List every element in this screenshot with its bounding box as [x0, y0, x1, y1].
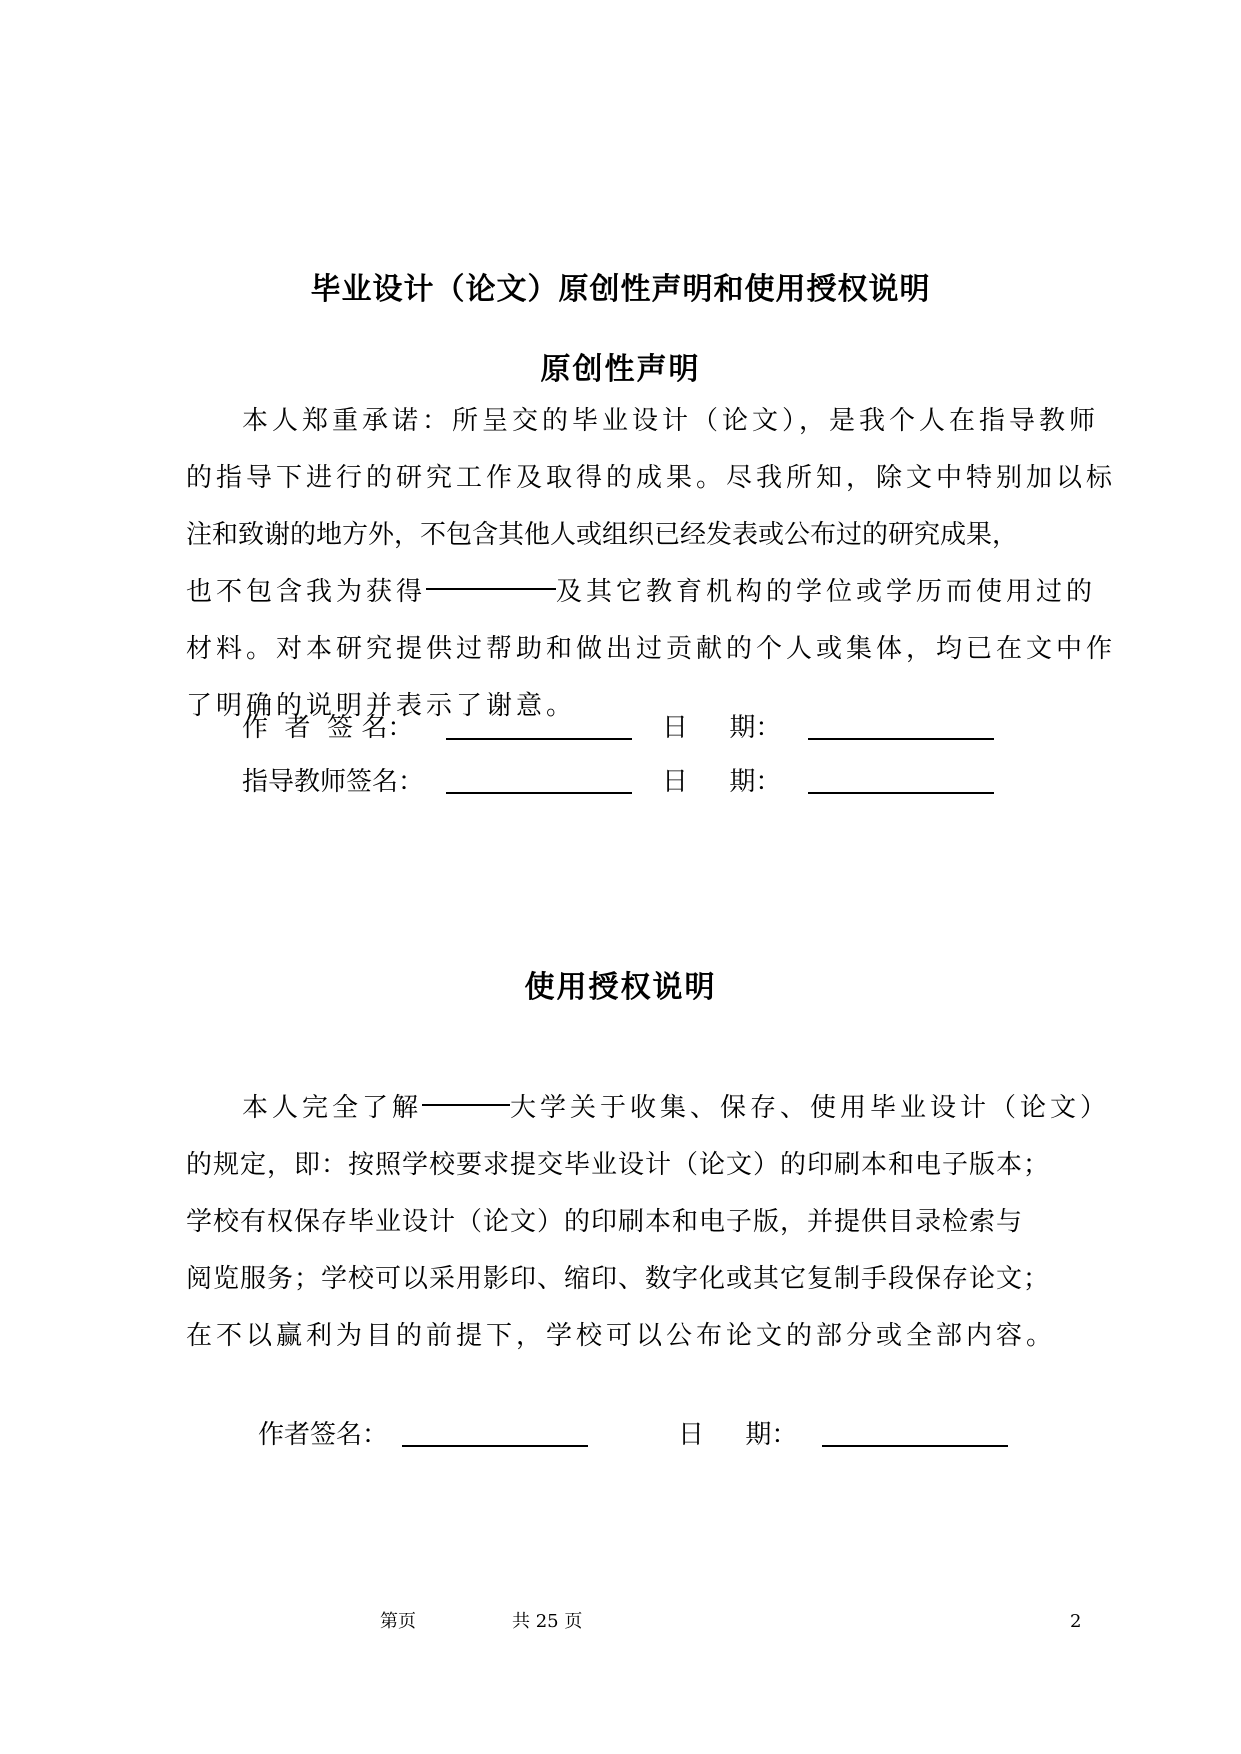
originality-line-2: 的指导下进行的研究工作及取得的成果。尽我所知，除文中特别加以标: [186, 463, 1117, 493]
degree-blank-field[interactable]: [426, 587, 556, 590]
authorization-line-1-start: 本人完全了解: [242, 1093, 423, 1123]
authorization-line-2: 的规定，即：按照学校要求提交毕业设计（论文）的印刷本和电子版本；: [186, 1150, 1051, 1180]
authorization-author-field[interactable]: [402, 1445, 588, 1447]
author-signature-label: 作 者 签 名：: [242, 713, 414, 743]
authorization-date-field[interactable]: [822, 1445, 1008, 1447]
university-blank-field[interactable]: [422, 1103, 510, 1106]
author-signature-row: [0, 708, 1241, 748]
supervisor-signature-label: 指导教师签名：: [242, 767, 425, 797]
originality-line-3: 注和致谢的地方外，不包含其他人或组织已经发表或公布过的研究成果，: [186, 520, 1019, 550]
author-signature-field[interactable]: [446, 738, 632, 740]
authorization-paragraph: [186, 1080, 1111, 1365]
originality-line-5: 材料。对本研究提供过帮助和做出过贡献的个人或集体，均已在文中作: [186, 634, 1117, 664]
supervisor-date-field[interactable]: [808, 792, 994, 794]
supervisor-signature-row: [0, 762, 1241, 802]
authorization-heading: 使用授权说明: [524, 970, 717, 1005]
authorization-line-1-end: 大学关于收集、保存、使用毕业设计（论文）: [510, 1093, 1111, 1123]
originality-line-4: [186, 564, 1097, 621]
originality-line-4-start: 也不包含我为获得: [186, 577, 427, 607]
footer-page-number: 2: [1070, 1611, 1082, 1632]
authorization-line-3: 学校有权保存毕业设计（论文）的印刷本和电子版，并提供目录检索与: [186, 1207, 1024, 1237]
document-title: 毕业设计（论文）原创性声明和使用授权说明: [310, 272, 931, 307]
authorization-line-4: 阅览服务；学校可以采用影印、缩印、数字化或其它复制手段保存论文；: [186, 1264, 1051, 1294]
authorization-date-label: 日 期：: [678, 1420, 798, 1450]
author-date-label: 日 期：: [662, 713, 782, 743]
supervisor-signature-field[interactable]: [446, 792, 632, 794]
originality-paragraph: [186, 393, 1117, 735]
footer-page-label: 第页: [380, 1611, 416, 1632]
authorization-line-1: [186, 1080, 1111, 1137]
footer-total-pages: 共 25 页: [512, 1611, 583, 1632]
supervisor-date-label: 日 期：: [662, 767, 782, 797]
originality-line-6: 了明确的说明并表示了谢意。: [186, 691, 577, 721]
originality-heading: 原创性声明: [540, 352, 701, 387]
authorization-author-label: 作者签名：: [258, 1420, 389, 1450]
originality-line-1: 本人郑重承诺：所呈交的毕业设计（论文），是我个人在指导教师: [242, 406, 1100, 436]
authorization-signature-row: [0, 1415, 1241, 1455]
author-date-field[interactable]: [808, 738, 994, 740]
originality-line-4-end: 及其它教育机构的学位或学历而使用过的: [556, 577, 1097, 607]
authorization-line-5: 在不以赢利为目的前提下，学校可以公布论文的部分或全部内容。: [186, 1321, 1057, 1351]
